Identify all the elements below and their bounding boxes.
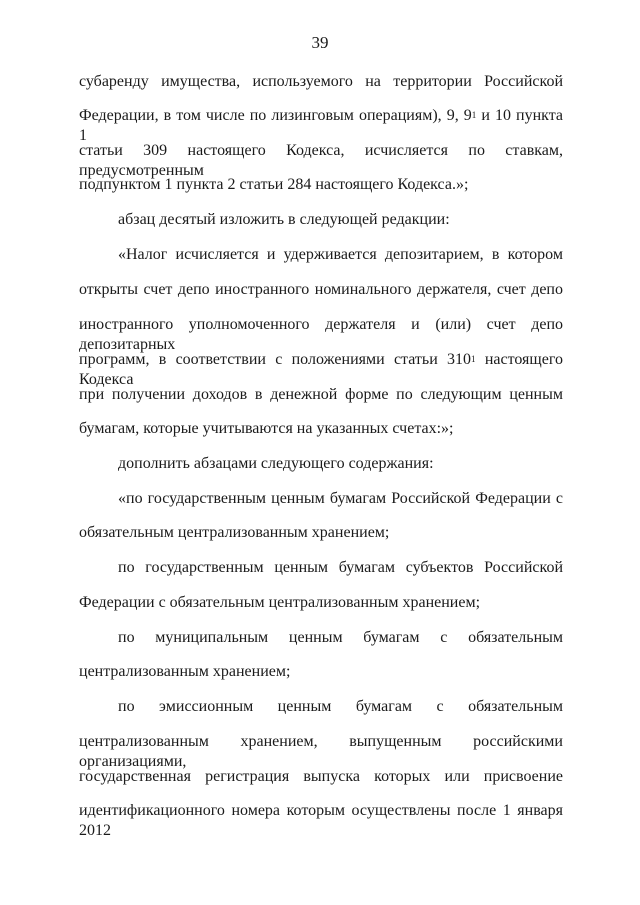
text-line: абзац десятый изложить в следующей редакции: <box>118 211 450 228</box>
text-line: обязательным централизованным хранением; <box>79 524 390 541</box>
text-line: централизованным хранением, выпущенным российскими организациями, <box>79 733 563 770</box>
text-line: по государственным ценным бумагам субъектов Российской <box>118 559 563 576</box>
page-number: 39 <box>311 33 329 52</box>
text-segment: Федерации, в том числе по лизинговым операциям), 9, 9 <box>79 107 472 124</box>
text-segment: программ, в соответствии с положениями статьи 310 <box>79 351 472 368</box>
text-line: статьи 309 настоящего Кодекса, исчисляется по ставкам, предусмотренным <box>79 142 563 179</box>
text-line <box>79 350 563 390</box>
superscript: 1 <box>471 354 476 364</box>
superscript: 1 <box>471 110 477 120</box>
text-segment: настоящего Кодекса <box>79 351 564 388</box>
text-line: Федерации с обязательным централизованным хранением; <box>79 594 481 611</box>
text-line: «Налог исчисляется и удерживается депозитарием, в котором <box>118 246 563 263</box>
text-line <box>79 106 563 146</box>
text-line: «по государственным ценным бумагам Российской Федерации с <box>118 490 563 507</box>
text-line: иностранного уполномоченного держателя и (или) счет депо депозитарных <box>79 316 563 353</box>
text-line: по муниципальным ценным бумагам с обязательным <box>118 629 563 646</box>
text-line: государственная регистрация выпуска которых или присвоение <box>79 768 563 785</box>
text-line: при получении доходов в денежной форме по следующим ценным <box>79 386 563 403</box>
text-line: бумагам, которые учитываются на указанных счетах:»; <box>79 420 454 437</box>
text-line: централизованным хранением; <box>79 663 291 680</box>
text-line: идентификационного номера которым осуществлены после 1 января 2012 <box>79 802 563 839</box>
text-line: субаренду имущества, используемого на территории Российской <box>79 73 563 90</box>
text-segment: и 10 пункта 1 <box>79 107 563 144</box>
text-line: подпунктом 1 пункта 2 статьи 284 настоящего Кодекса.»; <box>79 176 469 193</box>
text-line: по эмиссионным ценным бумагам с обязательным <box>118 698 563 715</box>
text-line: дополнить абзацами следующего содержания: <box>118 455 434 472</box>
text-line: открыты счет депо иностранного номинального держателя, счет депо <box>79 281 563 298</box>
